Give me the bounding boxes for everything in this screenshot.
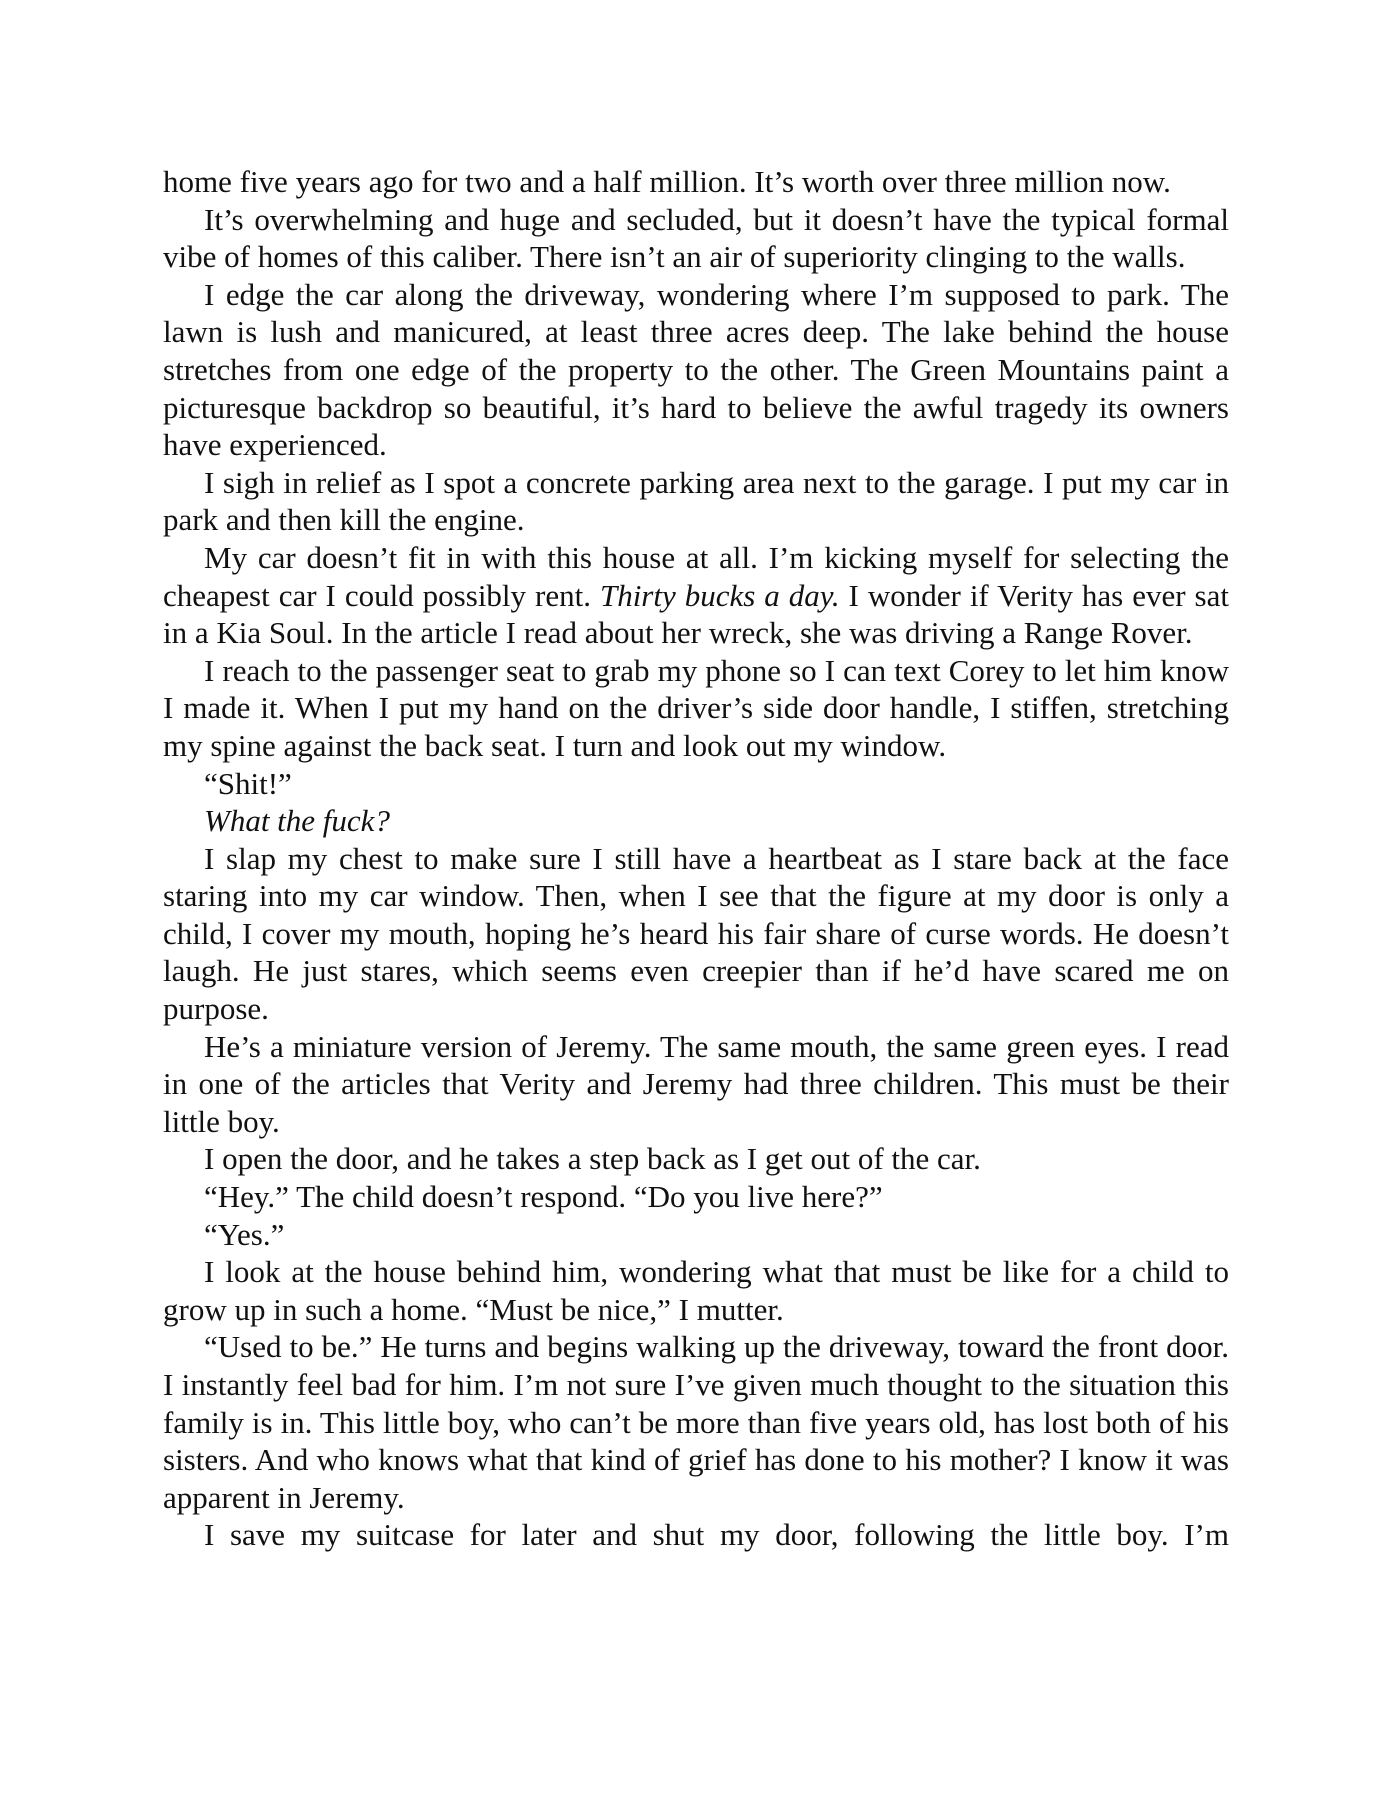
text-run: I edge the car along the driveway, wondering where I’m supposed to park. The lawn is lush and manicured, at least three acres deep. The lake behind the house stretches from one edge of the property to the other. The Green Mountains paint a picturesque backdrop so beautiful, it’s hard to believe the awful tragedy its owners have experienced. [163, 276, 1229, 463]
paragraph [163, 1140, 1229, 1178]
text-run: It’s overwhelming and huge and secluded, but it doesn’t have the typical formal vibe of homes of this caliber. There isn’t an air of superiority clinging to the walls. [163, 201, 1229, 275]
paragraph [163, 1178, 1229, 1216]
paragraph [163, 163, 1229, 201]
text-run: He’s a miniature version of Jeremy. The same mouth, the same green eyes. I read in one of the articles that Verity and Jeremy had three children. This must be their little boy. [163, 1028, 1229, 1139]
paragraph [163, 1516, 1229, 1554]
text-run: I wonder if Verity has ever sat in a Kia Soul. In the article I read about her wreck, she was driving a Range Rover. [163, 577, 1229, 651]
text-run: I sigh in relief as I spot a concrete parking area next to the garage. I put my car in park and then kill the engine. [163, 464, 1229, 538]
italic-text: Thirty bucks a day. [599, 577, 840, 613]
italic-text: What the fuck? [204, 803, 390, 839]
paragraph [163, 1216, 1229, 1254]
text-run: I reach to the passenger seat to grab my phone so I can text Corey to let him know I made it. When I put my hand on the driver’s side door handle, I stiffen, stretching my spine against the back seat. I turn and look out my window. [163, 652, 1229, 763]
paragraph [163, 840, 1229, 1028]
paragraph [163, 201, 1229, 276]
paragraph [163, 464, 1229, 539]
paragraph [163, 802, 1229, 840]
paragraph [163, 1253, 1229, 1328]
text-run: home five years ago for two and a half million. It’s worth over three million now. [163, 164, 1171, 199]
paragraph [163, 652, 1229, 765]
paragraph [163, 765, 1229, 803]
text-run: I slap my chest to make sure I still have a heartbeat as I stare back at the face staring into my car window. Then, when I see that the figure at my door is only a child, I cover my mouth, hoping he’s heard his fair share of curse words. He doesn’t laugh. He just stares, which seems even creepier than if he’d have scared me on purpose. [163, 840, 1229, 1027]
book-page-body [163, 163, 1229, 1554]
text-run: “Hey.” The child doesn’t respond. “Do you live here?” [204, 1179, 883, 1215]
text-run: “Used to be.” He turns and begins walking up the driveway, toward the front door. I instantly feel bad for him. I’m not sure I’ve given much thought to the situation this family is in. This little boy, who can’t be more than five years old, has lost both of his sisters. And who knows what that kind of grief has done to his mother? I know it was apparent in Jeremy. [163, 1329, 1229, 1515]
text-run: I save my suitcase for later and shut my door, following the little boy. I’m [204, 1517, 1229, 1553]
paragraph [163, 539, 1229, 652]
text-run: I open the door, and he takes a step back as I get out of the car. [204, 1141, 981, 1177]
text-run: “Shit!” [204, 765, 292, 801]
paragraph [163, 1328, 1229, 1516]
text-run: “Yes.” [204, 1216, 285, 1252]
paragraph [163, 276, 1229, 464]
paragraph [163, 1028, 1229, 1141]
text-run: My car doesn’t fit in with this house at all. I’m kicking myself for selecting the cheapest car I could possibly rent. [163, 539, 1229, 613]
text-run: I look at the house behind him, wondering what that must be like for a child to grow up in such a home. “Must be nice,” I mutter. [163, 1254, 1229, 1327]
